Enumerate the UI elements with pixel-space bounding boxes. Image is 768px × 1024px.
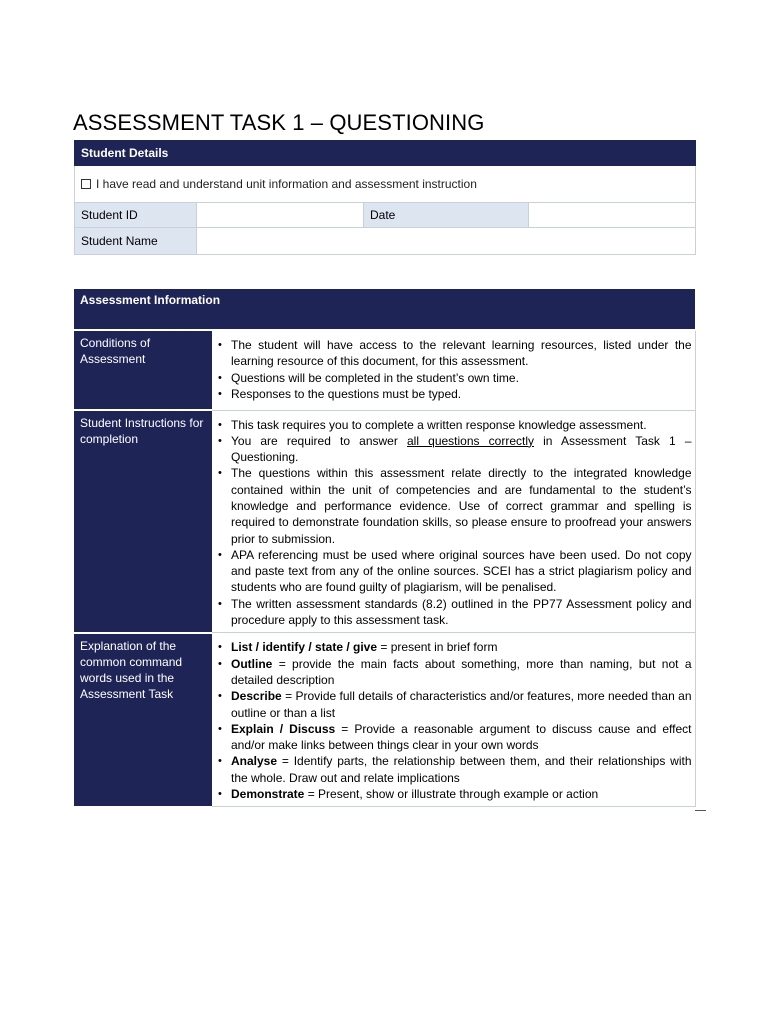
- student-details-header: Student Details: [75, 141, 696, 166]
- list-item: • The student will have access to the relevant learning resources, listed under the learning resource of this document, for this assessment.: [218, 338, 692, 369]
- list-item: • Describe = Provide full details of characteristics and/or features, more needed than an outline or than a list: [218, 689, 692, 720]
- instructions-label: Student Instructions for completion: [74, 410, 212, 633]
- conditions-content: [212, 330, 695, 410]
- acknowledgement-checkbox[interactable]: [81, 179, 91, 189]
- command-words-content: [212, 633, 695, 807]
- table-edge-mark: [695, 810, 706, 811]
- list-item: • You are required to answer all questions correctly in Assessment Task 1 – Questioning.: [218, 433, 692, 465]
- list-item: • The written assessment standards (8.2) outlined in the PP77 Assessment policy and procedure apply to this assessment task.: [218, 596, 692, 628]
- student-details-table: [74, 140, 696, 255]
- list-item: • APA referencing must be used where original sources have been used. Do not copy and paste text from any of the online sources. SCEI has a strict plagiarism policy and students who are found guilty of plagiarism, will be penalised.: [218, 547, 692, 595]
- student-name-label: Student Name: [75, 228, 197, 255]
- command-term: Outline: [231, 656, 273, 671]
- list-item: • Outline = provide the main facts about something, more than naming, but not a detailed description: [218, 656, 692, 687]
- student-id-label: Student ID: [75, 203, 197, 228]
- list-item: • The questions within this assessment relate directly to the integrated knowledge contained within the unit of competencies and are fundamental to the student’s knowledge and performance evidence. Use of correct grammar and spelling is required to demonstrate foundation skills, so please ensure to proofread your answers prior to submission.: [218, 466, 692, 546]
- list-item: • Demonstrate = Present, show or illustrate through example or action: [218, 787, 599, 802]
- student-id-field[interactable]: [197, 203, 364, 228]
- acknowledgement-label: I have read and understand unit information and assessment instruction: [96, 177, 477, 191]
- command-term: Describe: [231, 689, 282, 704]
- command-term: Demonstrate: [231, 787, 305, 802]
- command-term: Explain / Discuss: [231, 721, 336, 736]
- acknowledgement-row: [75, 166, 696, 203]
- command-term: List / identify / state / give: [231, 640, 378, 655]
- assessment-info-header: Assessment Information: [74, 289, 695, 330]
- list-item: • Analyse = Identify parts, the relationship between them, and their relationships with the whole. Draw out and relate implications: [218, 754, 692, 785]
- list-item: • Explain / Discuss = Provide a reasonable argument to discuss cause and effect and/or make links between things clear in your own words: [218, 721, 692, 753]
- instructions-content: [212, 410, 695, 633]
- date-label: Date: [364, 203, 529, 228]
- underlined-emphasis: all questions correctly: [407, 433, 534, 448]
- list-item: • Responses to the questions must be typed.: [218, 386, 462, 401]
- conditions-label: Conditions of Assessment: [74, 330, 212, 410]
- list-item: • This task requires you to complete a written response knowledge assessment.: [218, 417, 647, 432]
- list-item: • List / identify / state / give = present in brief form: [218, 640, 498, 655]
- date-field[interactable]: [529, 203, 696, 228]
- student-name-field[interactable]: [197, 228, 696, 255]
- assessment-info-table: [74, 289, 696, 808]
- page-title: ASSESSMENT TASK 1 – QUESTIONING: [73, 110, 485, 135]
- command-words-label: Explanation of the common command words used in the Assessment Task: [74, 633, 212, 807]
- list-item: • Questions will be completed in the student’s own time.: [218, 370, 519, 385]
- command-term: Analyse: [231, 754, 278, 769]
